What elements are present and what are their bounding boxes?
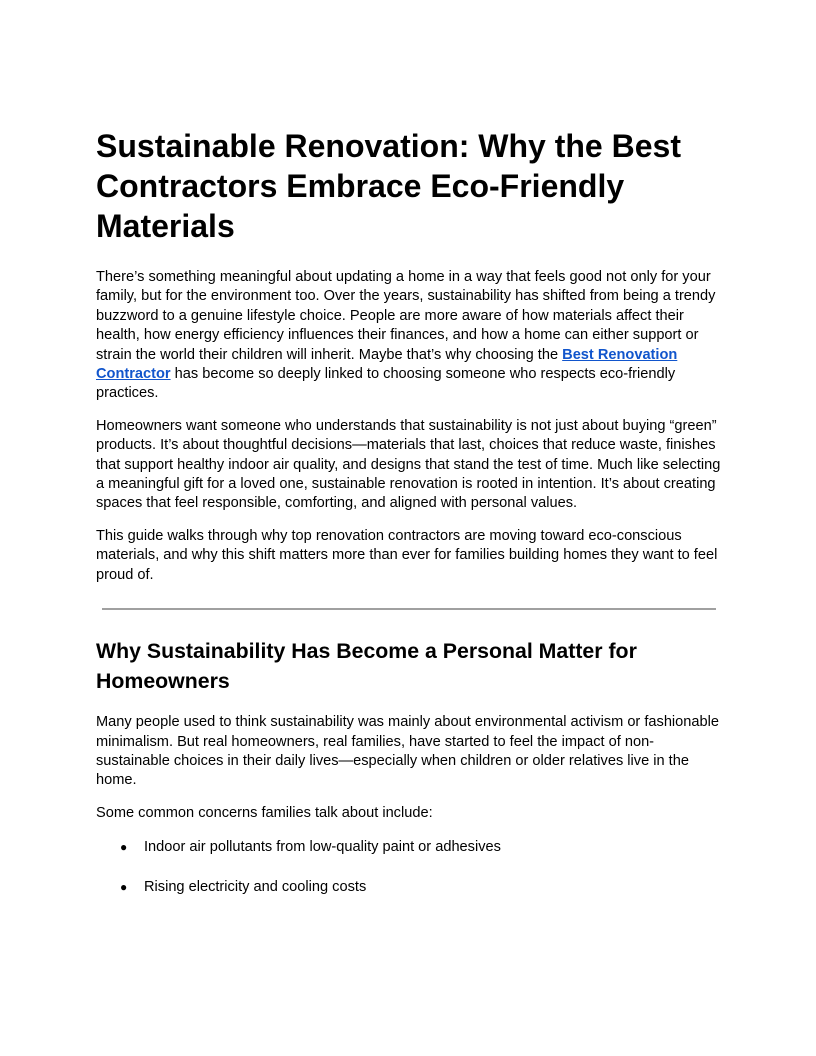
list-item-text: Rising electricity and cooling costs [144, 878, 367, 895]
section-paragraph-1: Many people used to think sustainability was mainly about environmental activism or fashionable minimalism. But real homeowners, real families, have started to feel the impact of non-sustainable choices in their daily lives—especially when children or older relatives live in the home. [96, 714, 719, 789]
bullet-icon: ● [120, 879, 128, 894]
intro-text-after-link: has become so deeply linked to choosing someone who respects eco-friendly practices. [96, 366, 676, 402]
intro-text-before-link: There’s something meaningful about updating a home in a way that feels good not only for your family, but for the environment too. Over the years, sustainability has shifted from being a trendy buzzword to a genuine lifestyle choice. People are more aware of how materials affect their health, how energy efficiency influences their finances, and how a home can either support or strain the world their children will inherit. Maybe that’s why choosing the [96, 269, 716, 363]
bullet-icon: ● [120, 840, 128, 855]
intro-paragraph-2: Homeowners want someone who understands that sustainability is not just about buying “green” products. It’s about thoughtful decisions—materials that last, choices that reduce waste, finishes that support healthy indoor air quality, and designs that stand the test of time. Much like selecting a meaningful gift for a loved one, sustainable renovation is rooted in intention. It’s about creating spaces that feel responsible, comforting, and aligned with personal values. [96, 417, 721, 512]
section-divider [102, 608, 716, 610]
intro-paragraph-1 [96, 268, 722, 404]
list-item [120, 838, 722, 857]
concerns-list [96, 838, 722, 897]
list-item [120, 878, 722, 897]
article-title: Sustainable Renovation: Why the Best Contractors Embrace Eco-Friendly Materials [96, 128, 681, 244]
best-renovation-contractor-link[interactable]: Best Renovation Contractor [96, 346, 678, 383]
document-page [96, 126, 722, 917]
section-heading: Why Sustainability Has Become a Personal Matter for Homeowners [96, 639, 637, 694]
intro-paragraph-3: This guide walks through why top renovation contractors are moving toward eco-conscious materials, and why this shift matters more than ever for families building homes they want to feel proud of. [96, 527, 718, 583]
section-paragraph-2: Some common concerns families talk about include: [96, 804, 433, 821]
list-item-text: Indoor air pollutants from low-quality paint or adhesives [144, 839, 501, 856]
